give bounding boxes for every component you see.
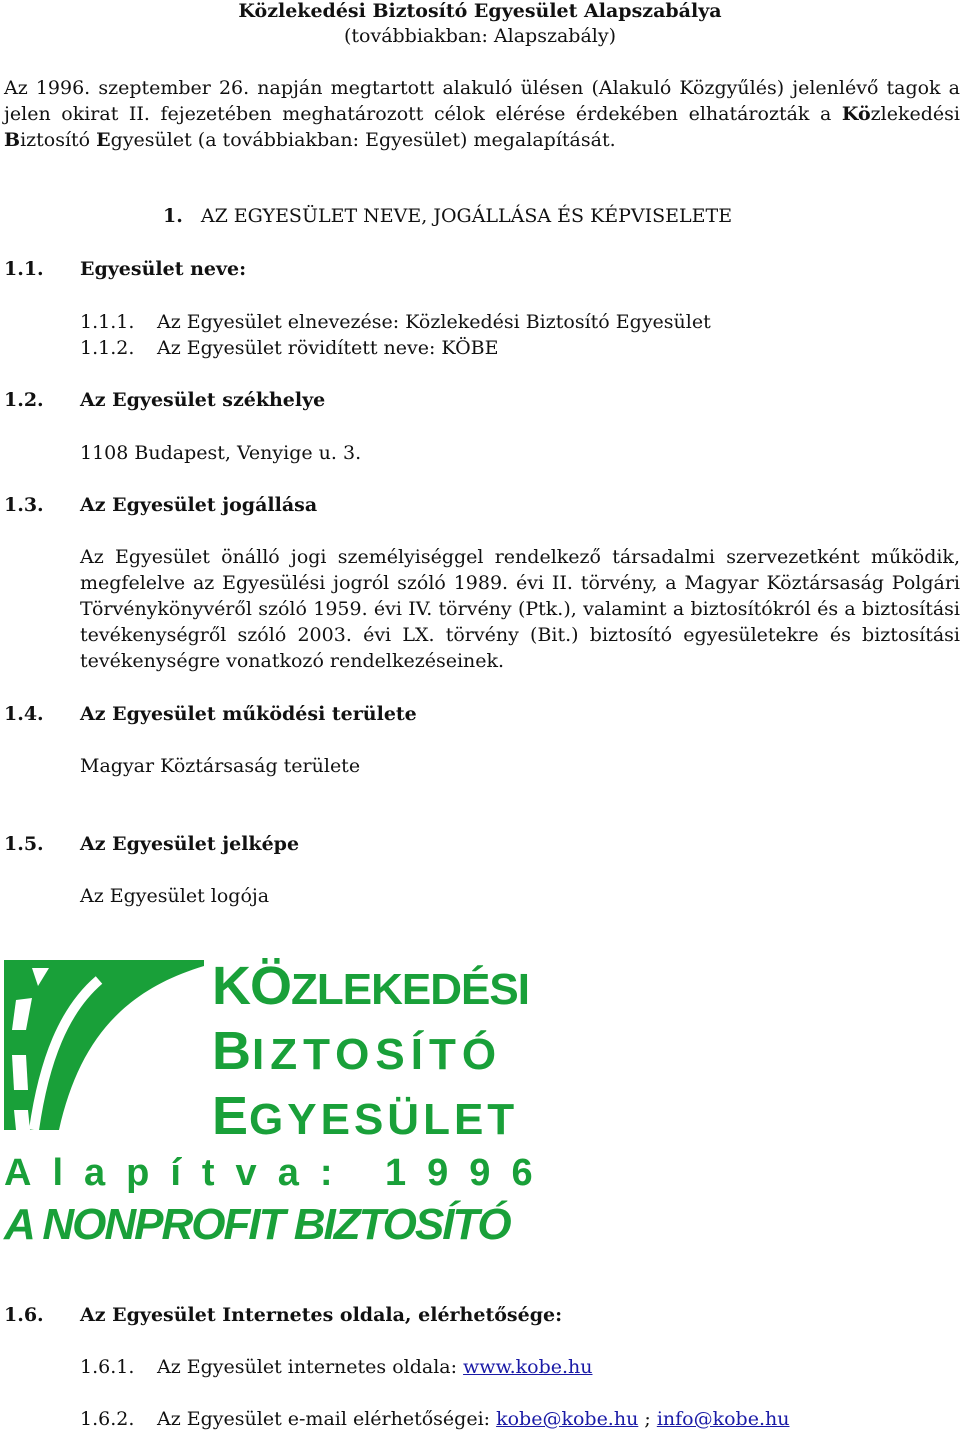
item-1-1-1-number: 1.1.1.: [80, 311, 135, 333]
item-1-1-2-text: Az Egyesület rövidített neve: KÖBE: [157, 337, 499, 359]
emblem-text: Az Egyesület logója: [80, 885, 270, 907]
document-subtitle: (továbbiakban: Alapszabály): [343, 25, 617, 47]
item-1-6-2-number: 1.6.2.: [80, 1408, 135, 1430]
chapter-heading: 1. AZ EGYESÜLET NEVE, JOGÁLLÁSA ÉS KÉPVISELETE: [163, 205, 733, 227]
document-title: Közlekedési Biztosító Egyesület Alapszabálya: [238, 0, 722, 22]
email-link-info[interactable]: info@kobe.hu: [656, 1408, 790, 1430]
section-1-5-number: 1.5.: [4, 833, 44, 855]
logo-line-egyesulet: EGYESÜLET: [212, 1086, 519, 1146]
item-1-6-2-text: Az Egyesület e-mail elérhetőségei: kobe@kobe.hu ; info@kobe.hu: [157, 1408, 790, 1430]
logo-line-kozlekedesi: KÖZLEKEDÉSI: [212, 956, 529, 1016]
email-link-kobe[interactable]: kobe@kobe.hu: [496, 1408, 639, 1430]
legal-status-paragraph: Az Egyesület önálló jogi személyiséggel rendelkező társadalmi szervezetként működik, megfelelve az Egyesülési jogról szóló 1989. évi II. törvény, a Magyar Köztársaság Polgári Törvénykönyvéről szóló 1959. évi IV. törvény (Ptk.), valamint a biztosítókról és a biztosítási tevékenységről szóló 2003. évi LX. törvény (Bit.) biztosító egyesületekre és biztosítási tevékenységre vonatkozó rendelkezéseinek.: [80, 546, 960, 672]
section-1-1-number: 1.1.: [4, 258, 44, 280]
section-1-6-title: Az Egyesület Internetes oldala, elérhetősége:: [80, 1304, 563, 1326]
section-1-2-title: Az Egyesület székhelye: [80, 389, 326, 411]
item-1-1-2-number: 1.1.2.: [80, 337, 135, 359]
section-1-4-title: Az Egyesület működési területe: [80, 703, 417, 725]
section-1-3-number: 1.3.: [4, 494, 44, 516]
section-1-4-number: 1.4.: [4, 703, 44, 725]
item-1-6-1-number: 1.6.1.: [80, 1356, 135, 1378]
section-1-6-number: 1.6.: [4, 1304, 44, 1326]
logo-founded: Alapítva: 1996: [4, 1152, 554, 1194]
operating-area: Magyar Köztársaság területe: [80, 755, 361, 777]
section-1-1-title: Egyesület neve:: [80, 258, 247, 280]
item-1-6-1-text: Az Egyesület internetes oldala: www.kobe.hu: [157, 1356, 593, 1378]
item-1-1-1-text: Az Egyesület elnevezése: Közlekedési Biztosító Egyesület: [157, 311, 711, 333]
section-1-2-number: 1.2.: [4, 389, 44, 411]
headquarters-address: 1108 Budapest, Venyige u. 3.: [80, 442, 362, 464]
intro-paragraph: Az 1996. szeptember 26. napján megtartott alakuló ülésen (Alakuló Közgyűlés) jelenlévő tagok a jelen okirat II. fejezetében meghatározott célok elérése érdekében elhatározták a Közlekedési Biztosító Egyesület (a továbbiakban: Egyesület) megalapítását.: [4, 77, 960, 151]
section-1-3-title: Az Egyesület jogállása: [80, 494, 318, 516]
logo-slogan: A NONPROFIT BIZTOSÍTÓ: [4, 1200, 510, 1249]
logo-line-biztosito: BIZTOSÍTÓ: [212, 1021, 503, 1081]
road-icon: [4, 960, 204, 1130]
section-1-5-title: Az Egyesület jelképe: [80, 833, 300, 855]
website-link[interactable]: www.kobe.hu: [463, 1356, 593, 1378]
